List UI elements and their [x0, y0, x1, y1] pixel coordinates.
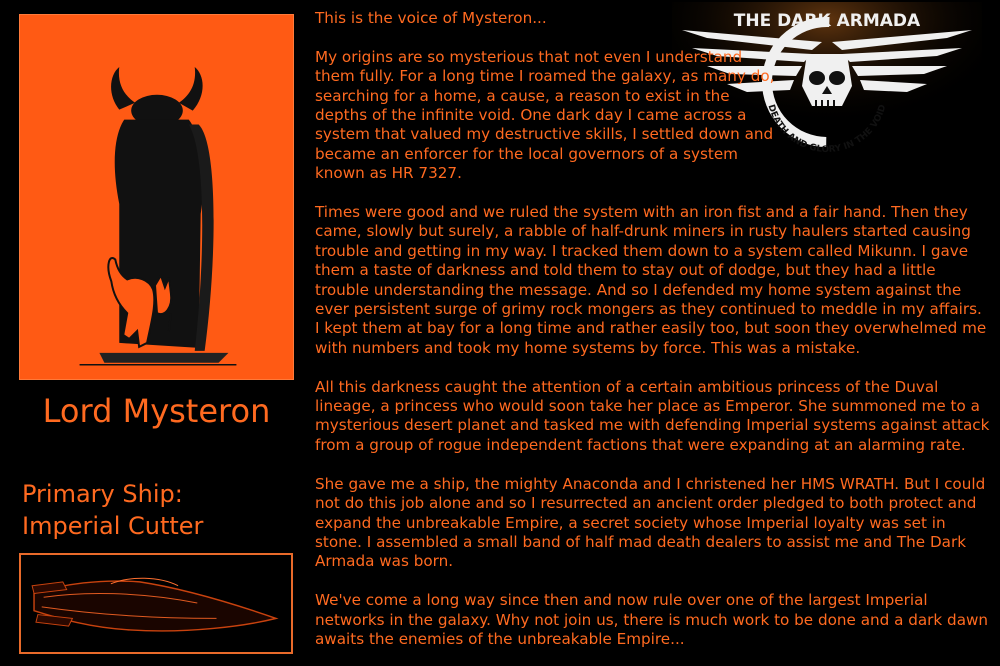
- story-paragraph-3: All this darkness caught the attention of a certain ambitious princess of the Duval lineage, a princess who would soon take her place as Emperor. She summoned me to a mysterious desert planet and tasked me with defending Imperial systems against attack from a group of rogue independent factions that were expanding at an alarming rate.: [315, 377, 990, 454]
- backstory-text: [315, 9, 990, 666]
- ship-label-line-2: Imperial Cutter: [22, 512, 204, 540]
- story-paragraph-2: Times were good and we ruled the system with an iron fist and a fair hand. Then they came, slowly but surely, a rabble of half-drunk miners in rusty haulers started causing trouble and getting in my way. I tracked them down to a system called Mikunn. I gave them a taste of darkness and told them to stay out of dodge, but they had a little trouble understanding the message. And so I defended my home system against the ever persistent surge of grimy rock mongers as they continued to meddle in my affairs. I kept them at bay for a long time and rather easily too, but soon they overwhelmed me with numbers and took my home systems by force. This was a mistake.: [315, 203, 987, 357]
- imperial-cutter-ship-illustration: [21, 555, 291, 652]
- character-portrait: [19, 14, 294, 380]
- horned-figure-illustration: [20, 15, 293, 379]
- character-name: Lord Mysteron: [42, 392, 271, 430]
- story-intro: This is the voice of Mysteron...: [315, 9, 547, 27]
- story-paragraph-5: We've come a long way since then and now rule over one of the largest Imperial networks in the galaxy. Why not join us, there is much work to be done and a dark dawn awaits the enemies of the unbreakable Empire...: [315, 591, 989, 648]
- ship-illustration-frame: [19, 553, 293, 654]
- logo-motto: DEATH AND GLORY IN THE VOID: [765, 103, 889, 156]
- logo-title: THE DARK ARMADA: [733, 11, 921, 31]
- story-paragraph-1: My origins are so mysterious that not even I understand them fully. For a long time I roamed the galaxy, as many do, searching for a home, a cause, a reason to exist in the depths of the infinite void. One dark day I came across a system that valued my destructive skills, I settled down and became an enforcer for the local governors of a system known as HR 7327.: [315, 47, 775, 183]
- primary-ship-label: [22, 478, 203, 542]
- ship-label-line-1: Primary Ship:: [22, 480, 183, 508]
- story-paragraph-4: She gave me a ship, the mighty Anaconda and I christened her HMS WRATH. But I could not do this job alone and so I resurrected an ancient order pledged to both protect and expand the unbreakable Empire, a secret society whose Imperial loyalty was set in stone. I assembled a small band of half mad death dealers to assist me and The Dark Armada was born.: [315, 474, 986, 571]
